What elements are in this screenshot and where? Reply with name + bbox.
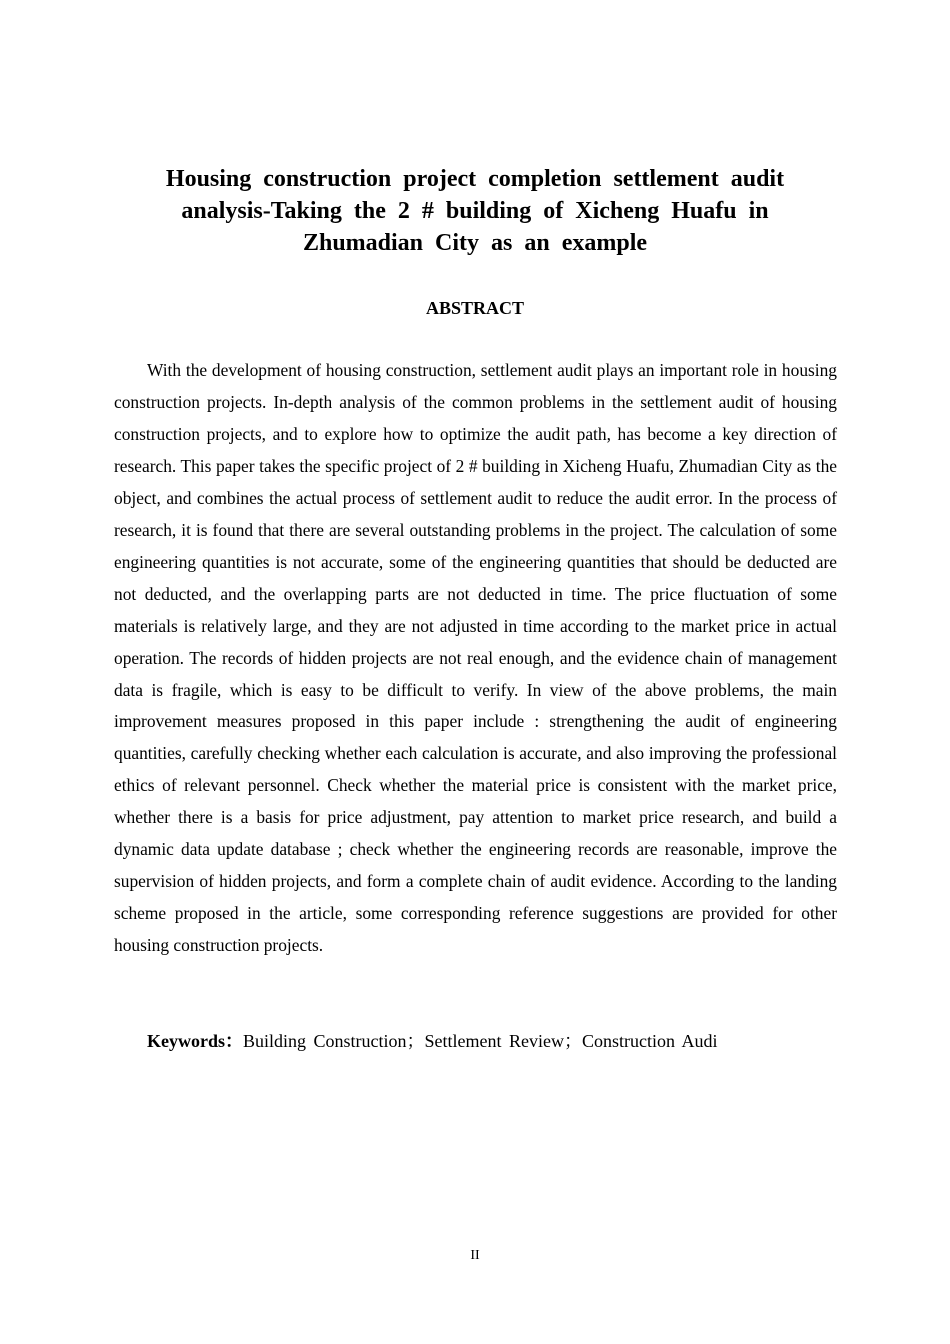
keywords-label: Keywords： [147, 1031, 243, 1051]
keywords-line [147, 1027, 847, 1055]
paper-title: Housing construction project completion settlement audit analysis-Taking the 2 # building of Xicheng Huafu in Zhumadian City as an example [165, 166, 785, 256]
abstract-body: With the development of housing construction, settlement audit plays an important role in housing construction projects. In-depth analysis of the common problems in the settlement audit of housing construction projects, and to explore how to optimize the audit path, has become a key direction of research. This paper takes the specific project of 2 # building in Xicheng Huafu, Zhumadian City as the object, and combines the actual process of settlement audit to reduce the audit error. In the process of research, it is found that there are several outstanding problems in the project. The calculation of some engineering quantities is not accurate, some of the engineering quantities that should be deducted are not deducted, and the overlapping parts are not deducted in time. The price fluctuation of some materials is relatively large, and they are not adjusted in time according to the market price in actual operation. The records of hidden projects are not real enough, and the evidence chain of management data is fragile, which is easy to be difficult to verify. In view of the above problems, the main improvement measures proposed in this paper include : strengthening the audit of engineering quantities, carefully checking whether each calculation is accurate, and also improving the professional ethics of relevant personnel. Check whether the material price is consistent with the market price, whether there is a basis for price adjustment, pay attention to market price research, and build a dynamic data update database ; check whether the engineering records are reasonable, improve the supervision of hidden projects, and form a complete chain of audit evidence. According to the landing scheme proposed in the article, some corresponding reference suggestions are provided for other housing construction projects. [114, 360, 837, 956]
abstract-heading: ABSTRACT [425, 298, 525, 318]
page-number: II [470, 1248, 480, 1263]
keywords-value: Building Construction；Settlement Review；Construction Audi [243, 1031, 718, 1051]
